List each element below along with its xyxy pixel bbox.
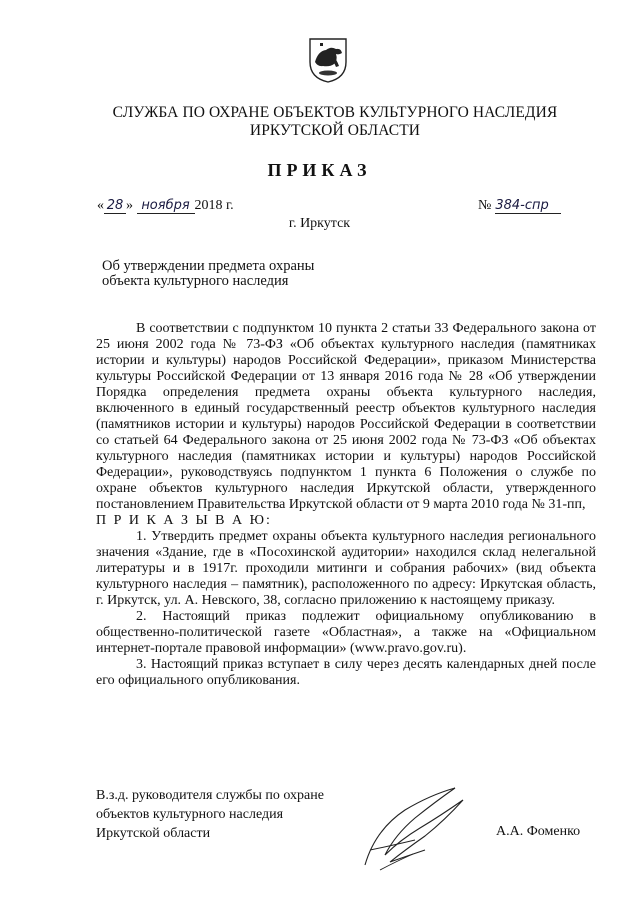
signatory-name: А.А. Фоменко [496, 824, 581, 839]
signatory-position [96, 786, 324, 843]
preamble-paragraph: В соответствии с подпунктом 10 пункта 2 статьи 33 Федерального закона от 25 июня 2002 года № 73-ФЗ «Об объектах культурного наследия (памятниках истории и культуры) народов Российской Федерации», приказом Министерства культуры Российской Федерации от 13 января 2016 года № 28 «Об утверждении Порядка определения предмета охраны объекта культурного наследия, включенного в единый государственный реестр объектов культурного наследия (памятников истории и культуры) народов Российской Федерации в соответствии со статьей 64 Федерального закона от 25 июня 2002 года № 73-ФЗ «Об объектах культурного наследия (памятниках истории и культуры) народов Российской Федерации», руководствуясь подпунктом 1 пункта 6 Положения о службе по охране объектов культурного наследия Иркутской области, утвержденного постановлением Правительства Иркутской области от 9 марта 2010 года № 31-пп, [96, 321, 596, 512]
document-date [97, 198, 234, 214]
date-year: 2018 г. [194, 198, 234, 213]
position-line-2: объектов культурного наследия [96, 807, 284, 822]
document-city: г. Иркутск [288, 216, 351, 231]
open-quote: « [97, 198, 104, 213]
handwritten-signature [345, 770, 475, 880]
subject-line-2: объекта культурного наследия [102, 273, 289, 289]
date-month: ноября [137, 198, 195, 214]
order-word: П Р И К А З Ы В А Ю: [96, 513, 272, 528]
number-prefix: № [478, 198, 492, 213]
document-body [96, 321, 596, 689]
coat-of-arms-icon [306, 36, 350, 84]
position-line-1: В.з.д. руководителя службы по охране [96, 788, 324, 803]
order-item-1: 1. Утвердить предмет охраны объекта культурного наследия регионального значения «Здание, где в «Посохинской аудитории» находился склад нелегальной литературы и в 1917г. проходили митинги и собрания рабочих» (вид объекта культурного наследия – памятник), расположенного по адресу: Иркутская область, г. Иркутск, ул. А. Невского, 38, согласно приложению к настоящему приказу. [96, 529, 596, 608]
order-item-2: 2. Настоящий приказ подлежит официальному опубликованию в общественно-политической газете «Областная», а также на «Официальном интернет-портале правовой информации» (www.pravo.gov.ru). [96, 609, 596, 656]
subject-line-1: Об утверждении предмета охраны [102, 258, 315, 274]
order-item-3: 3. Настоящий приказ вступает в силу через десять календарных дней после его официального опубликования. [96, 657, 596, 688]
document-number [478, 198, 561, 214]
number-value: 384-спр [495, 198, 561, 214]
organization-name: СЛУЖБА ПО ОХРАНЕ ОБЪЕКТОВ КУЛЬТУРНОГО НАСЛЕДИЯ ИРКУТСКОЙ ОБЛАСТИ [112, 104, 558, 139]
close-quote: » [126, 198, 133, 213]
document-subject [102, 259, 362, 289]
position-line-3: Иркутской области [96, 826, 211, 841]
document-type-title: ПРИКАЗ [267, 160, 372, 180]
date-day: 28 [104, 198, 126, 214]
